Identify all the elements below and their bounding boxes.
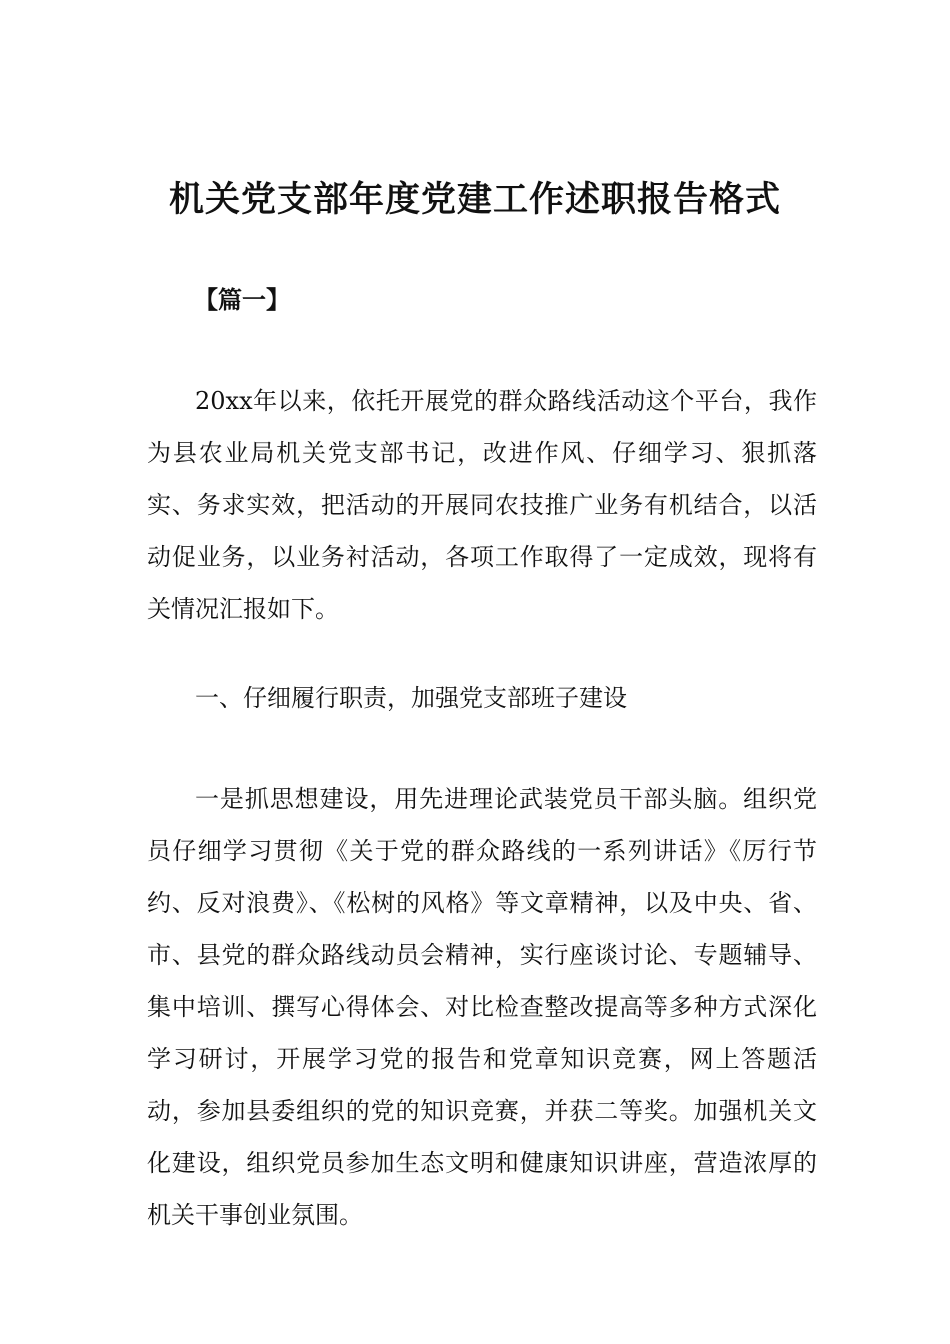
body-paragraph-1: 一是抓思想建设，用先进理论武装党员干部头脑。组织党员仔细学习贯彻《关于党的群众路线的一系列讲话》《厉行节约、反对浪费》、《松树的风格》等文章精神，以及中央、省、市、县党的群众路线动员会精神，实行座谈讨论、专题辅导、集中培训、撰写心得体会、对比检查整改提高等多种方式深化学习研讨，开展学习党的报告和党章知识竞赛，网上答题活动，参加县委组织的党的知识竞赛，并获二等奖。加强机关文化建设，组织党员参加生态文明和健康知识讲座，营造浓厚的机关干事创业氛围。 [147, 785, 817, 1229]
document-title: 机关党支部年度党建工作述职报告格式 [168, 180, 781, 220]
section-heading-1: 一、仔细履行职责，加强党支部班子建设 [195, 684, 627, 712]
section-label: 【篇一】 [194, 286, 290, 314]
intro-paragraph: 20xx年以来，依托开展党的群众路线活动这个平台，我作为县农业局机关党支部书记，改进作风、仔细学习、狠抓落实、务求实效，把活动的开展同农技推广业务有机结合，以活动促业务，以业务衬活动，各项工作取得了一定成效，现将有关情况汇报如下。 [147, 387, 817, 623]
